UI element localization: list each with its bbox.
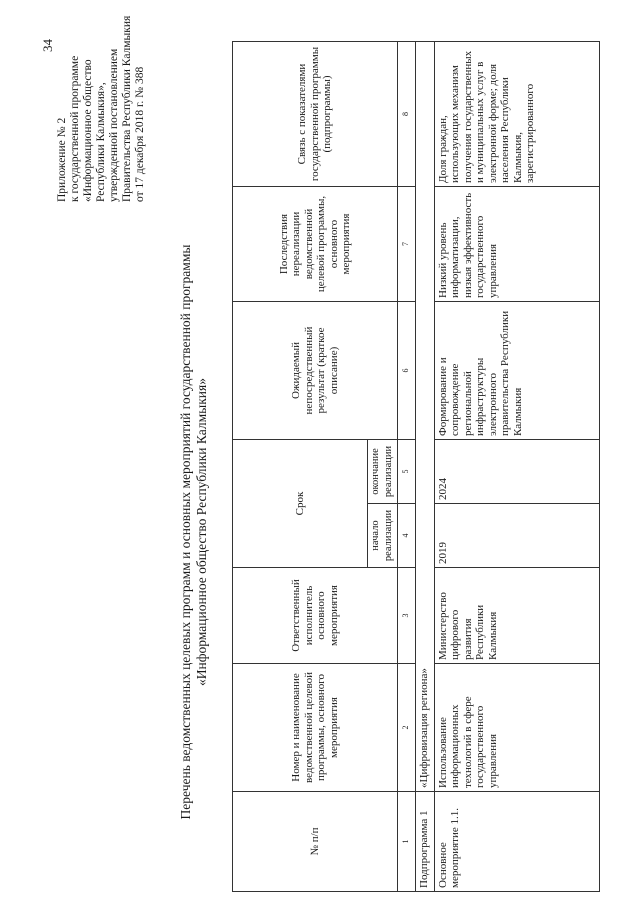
row-consequence: Низкий уровень информатизации, низкая эффективность государственного управления (434, 187, 599, 302)
column-number: 5 (398, 440, 416, 504)
header-row (233, 42, 368, 892)
row-end: 2024 (434, 440, 599, 504)
row-link: Доля граждан, использующих механизм получения государственных и муниципальных услуг в электронной форме; доля населения Республики Калмыкия, зарегистрированного (434, 42, 599, 187)
header-link: Связь с показателями государственной программы (подпрограммы) (233, 42, 398, 187)
row-result: Формирование и сопровождение региональной инфраструктуры электронного правительства Республики Калмыкия (434, 302, 599, 440)
row-name: Использование информационных технологий в сфере государственного управления (434, 664, 599, 792)
column-number: 6 (398, 302, 416, 440)
row-start: 2019 (434, 504, 599, 568)
title-line-1: Перечень ведомственных целевых программ и основных мероприятий государственной программы (178, 244, 193, 820)
row-num: Основное мероприятие 1.1. (434, 792, 599, 892)
page-number: 34 (40, 39, 55, 52)
column-numbers-row (398, 42, 416, 892)
column-number: 2 (398, 664, 416, 792)
appendix-line: Приложение № 2 (56, 117, 68, 202)
appendix-line: к государственной программе (69, 55, 81, 202)
header-end: окончание реализации (368, 440, 398, 504)
column-number: 3 (398, 568, 416, 664)
header-name: Номер и наименование ведомственной целевой программы, основного мероприятия (233, 664, 398, 792)
row-executor: Министерство цифрового развития Республики Калмыкия (434, 568, 599, 664)
header-num: № п/п (233, 792, 398, 892)
title-line-2: «Информационное общество Республики Калмыкия» (194, 378, 209, 686)
appendix-line: от 17 декабря 2018 г. № 388 (134, 66, 146, 202)
column-number: 4 (398, 504, 416, 568)
appendix-line: Правительства Республики Калмыкия (121, 15, 133, 202)
column-number: 7 (398, 187, 416, 302)
document-title (178, 232, 210, 832)
header-term: Срок (233, 440, 368, 568)
header-start: начало реализации (368, 504, 398, 568)
table-row (434, 42, 599, 892)
column-number: 1 (398, 792, 416, 892)
header-consequence: Последствия нереализации ведомственной целевой программы, основного мероприятия (233, 187, 398, 302)
section-label: Подпрограмма 1 (415, 792, 434, 892)
rotated-page (40, 15, 600, 892)
header-result: Ожидаемый непосредственный результат (краткое описание) (233, 302, 398, 440)
section-row (415, 42, 434, 892)
appendix-line: «Информационное общество (82, 59, 94, 202)
appendix-line: Республики Калмыкия», (95, 82, 107, 202)
section-name: «Цифровизация региона» (415, 42, 434, 792)
programs-table (232, 41, 600, 892)
appendix-block (56, 2, 147, 202)
column-number: 8 (398, 42, 416, 187)
appendix-line: утвержденной постановлением (108, 48, 120, 202)
header-executor: Ответственный исполнитель основного мероприятия (233, 568, 398, 664)
